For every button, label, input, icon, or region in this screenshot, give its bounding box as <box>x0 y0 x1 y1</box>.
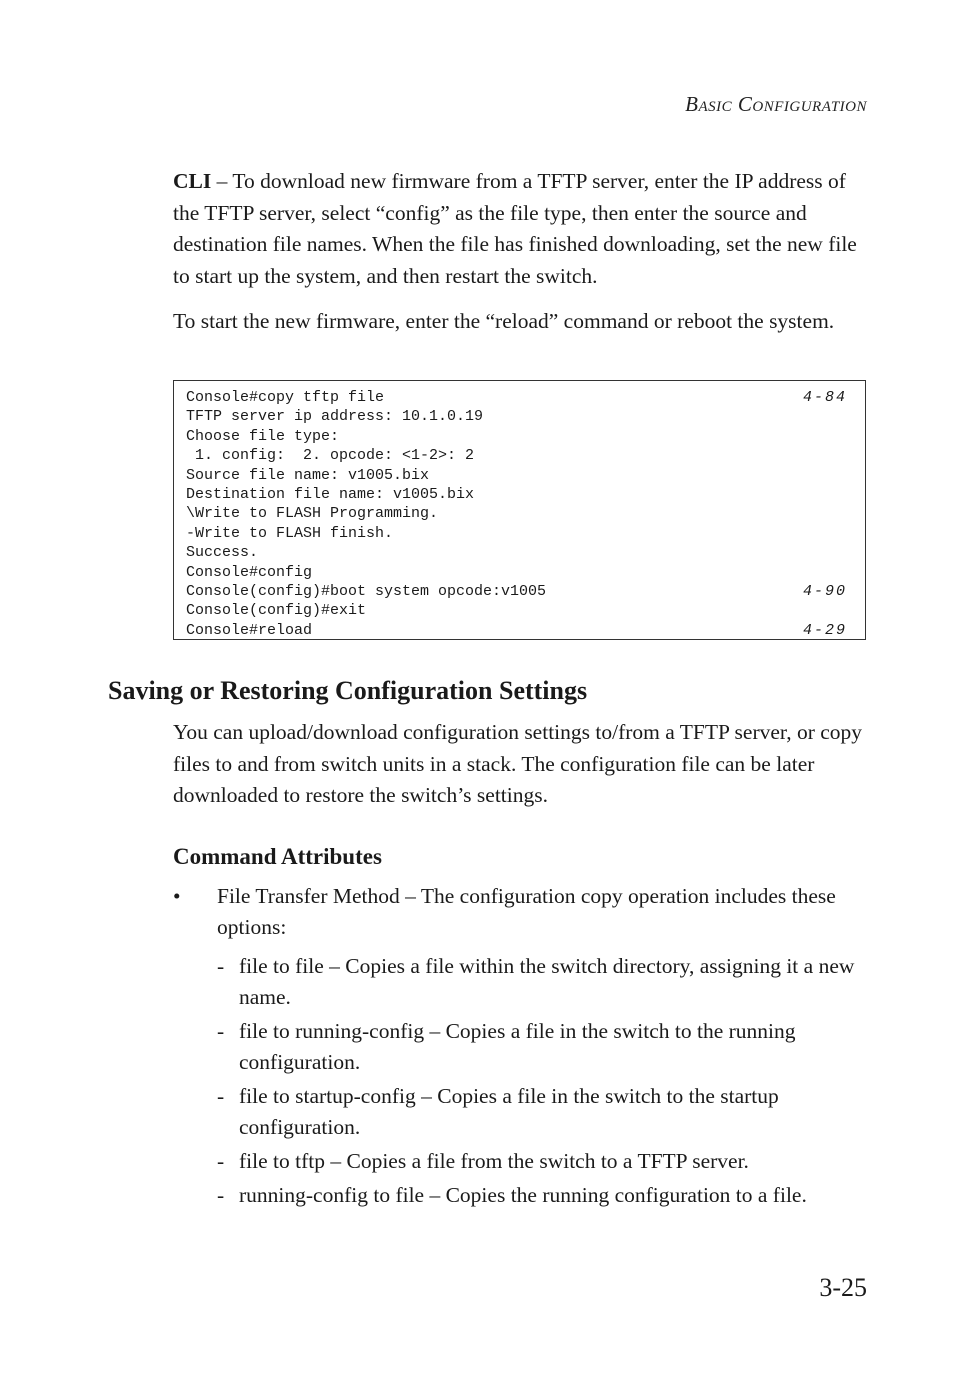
code-text: Destination file name: v1005.bix <box>186 485 475 503</box>
cli-code-example <box>173 380 866 640</box>
option-item: file to file – Copies a file within the switch directory, assigning it a new name. <box>239 954 855 1009</box>
section-title: Saving or Restoring Configuration Settings <box>108 676 588 705</box>
code-line <box>186 543 865 562</box>
cli-label: CLI <box>173 169 212 193</box>
code-text: 1. config: 2. opcode: <1-2>: 2 <box>186 447 475 465</box>
subsection-title: Command Attributes <box>173 844 382 869</box>
code-page-reference: 4-90 <box>802 582 847 600</box>
cli-paragraph <box>173 166 873 292</box>
running-head: Basic Configuration <box>685 92 867 116</box>
code-line <box>186 621 865 640</box>
bullet-item: File Transfer Method – The configuration copy operation includes these options: <box>217 884 836 939</box>
option-item: file to startup-config – Copies a file in the switch to the startup configuration. <box>239 1084 779 1139</box>
code-text: Choose file type: <box>186 427 340 445</box>
code-text: Console#copy tftp file <box>186 389 385 406</box>
code-page-reference: 4-29 <box>802 621 847 639</box>
dash-marker: - <box>217 1149 225 1173</box>
option-item: running-config to file – Copies the running configuration to a file. <box>239 1183 807 1207</box>
code-line <box>186 485 865 504</box>
code-text: TFTP server ip address: 10.1.0.19 <box>186 408 484 426</box>
restart-paragraph: To start the new firmware, enter the “reload” command or reboot the system. <box>173 309 835 333</box>
code-line <box>186 504 865 523</box>
code-line <box>186 388 865 407</box>
code-text: Success. <box>186 544 259 562</box>
page-number: 3-25 <box>819 1273 867 1302</box>
code-text: \Write to FLASH Programming. <box>186 505 439 523</box>
code-text: -Write to FLASH finish. <box>186 524 394 542</box>
code-text: Console(config)#boot system opcode:v1005 <box>186 582 547 600</box>
code-line <box>186 427 865 446</box>
code-line <box>186 601 865 620</box>
code-text: Console#reload <box>186 621 313 639</box>
code-line <box>186 563 865 582</box>
code-text: Console(config)#exit <box>186 602 367 620</box>
option-item: file to running-config – Copies a file in the switch to the running configuration. <box>239 1019 796 1074</box>
code-line <box>186 466 865 485</box>
cli-description: – To download new firmware from a TFTP server, enter the IP address of the TFTP server, select “config” as the file type, then enter the source and destination file names. When the file has finished downloading, set the new file to start up the system, and then restart the switch. <box>173 169 857 288</box>
code-line <box>186 446 865 465</box>
section-intro: You can upload/download configuration settings to/from a TFTP server, or copy files to and from switch units in a stack. The configuration file can be later downloaded to restore the switch’s settings. <box>173 720 863 807</box>
dash-marker: - <box>217 1183 225 1207</box>
bullet-marker: • <box>173 884 181 908</box>
code-line <box>186 582 865 601</box>
code-line <box>186 524 865 543</box>
code-text: Source file name: v1005.bix <box>186 466 430 484</box>
dash-marker: - <box>217 954 225 978</box>
code-line <box>186 407 865 426</box>
code-page-reference: 4-84 <box>802 389 847 406</box>
code-text: Console#config <box>186 563 313 581</box>
dash-marker: - <box>217 1019 225 1043</box>
dash-marker: - <box>217 1084 225 1108</box>
option-item: file to tftp – Copies a file from the switch to a TFTP server. <box>239 1149 749 1173</box>
